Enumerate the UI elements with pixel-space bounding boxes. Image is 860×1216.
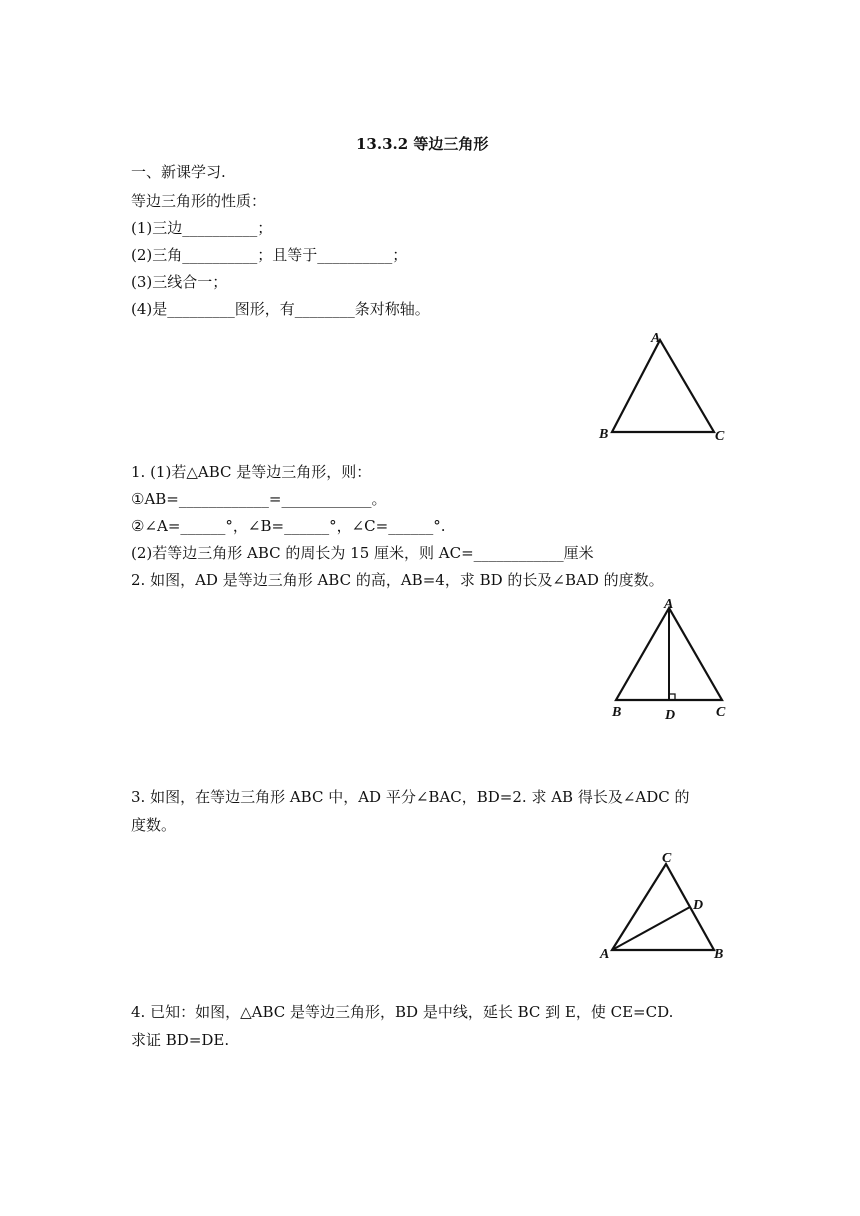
label-b: B: [714, 947, 724, 962]
property-4: (4)是_________图形，有________条对称轴。: [131, 300, 430, 318]
question-4-line-2: 求证 BD=DE.: [131, 1031, 230, 1049]
label-d: D: [693, 898, 704, 913]
question-3-line-2: 度数。: [131, 816, 177, 834]
label-d: D: [665, 708, 676, 723]
label-b: B: [599, 427, 609, 442]
properties-title: 等边三角形的性质：: [131, 192, 267, 210]
label-c: C: [716, 705, 726, 720]
property-3: (3)三线合一；: [131, 273, 228, 291]
label-c: C: [662, 851, 672, 866]
label-a: A: [600, 947, 610, 962]
question-1-line-b: ②∠A=______°，∠B=______°，∠C=______°.: [131, 517, 446, 535]
property-2: (2)三角__________；且等于__________；: [131, 246, 408, 264]
figure-altitude-triangle: [604, 596, 744, 726]
label-c: C: [715, 429, 725, 444]
question-1-line-a: ①AB=____________=____________。: [131, 490, 387, 508]
bisector-ad: [612, 907, 690, 950]
property-1: (1)三边__________；: [131, 219, 273, 237]
question-4-line-1: 4. 已知：如图，△ABC 是等边三角形，BD 是中线，延长 BC 到 E，使 CE=CD.: [131, 1003, 674, 1021]
label-a: A: [664, 597, 674, 612]
question-3-line-1: 3. 如图，在等边三角形 ABC 中，AD 平分∠BAC，BD=2. 求 AB 得长及∠ADC 的: [131, 788, 690, 806]
triangle-abc: [612, 340, 714, 432]
question-2-text: 2. 如图，AD 是等边三角形 ABC 的高，AB=4，求 BD 的长及∠BAD 的度数。: [131, 571, 664, 589]
label-b: B: [612, 705, 622, 720]
page-title: 13.3.2 等边三角形: [356, 135, 489, 153]
question-1-line-c: (2)若等边三角形 ABC 的周长为 15 厘米，则 AC=____________厘米: [131, 544, 594, 562]
figure-bisector-triangle: [596, 846, 736, 966]
label-a: A: [651, 331, 661, 346]
figure-equilateral-triangle: [596, 328, 736, 448]
section-heading: 一、新课学习.: [131, 163, 226, 181]
question-1-lead: 1. (1)若△ABC 是等边三角形，则：: [131, 463, 372, 481]
